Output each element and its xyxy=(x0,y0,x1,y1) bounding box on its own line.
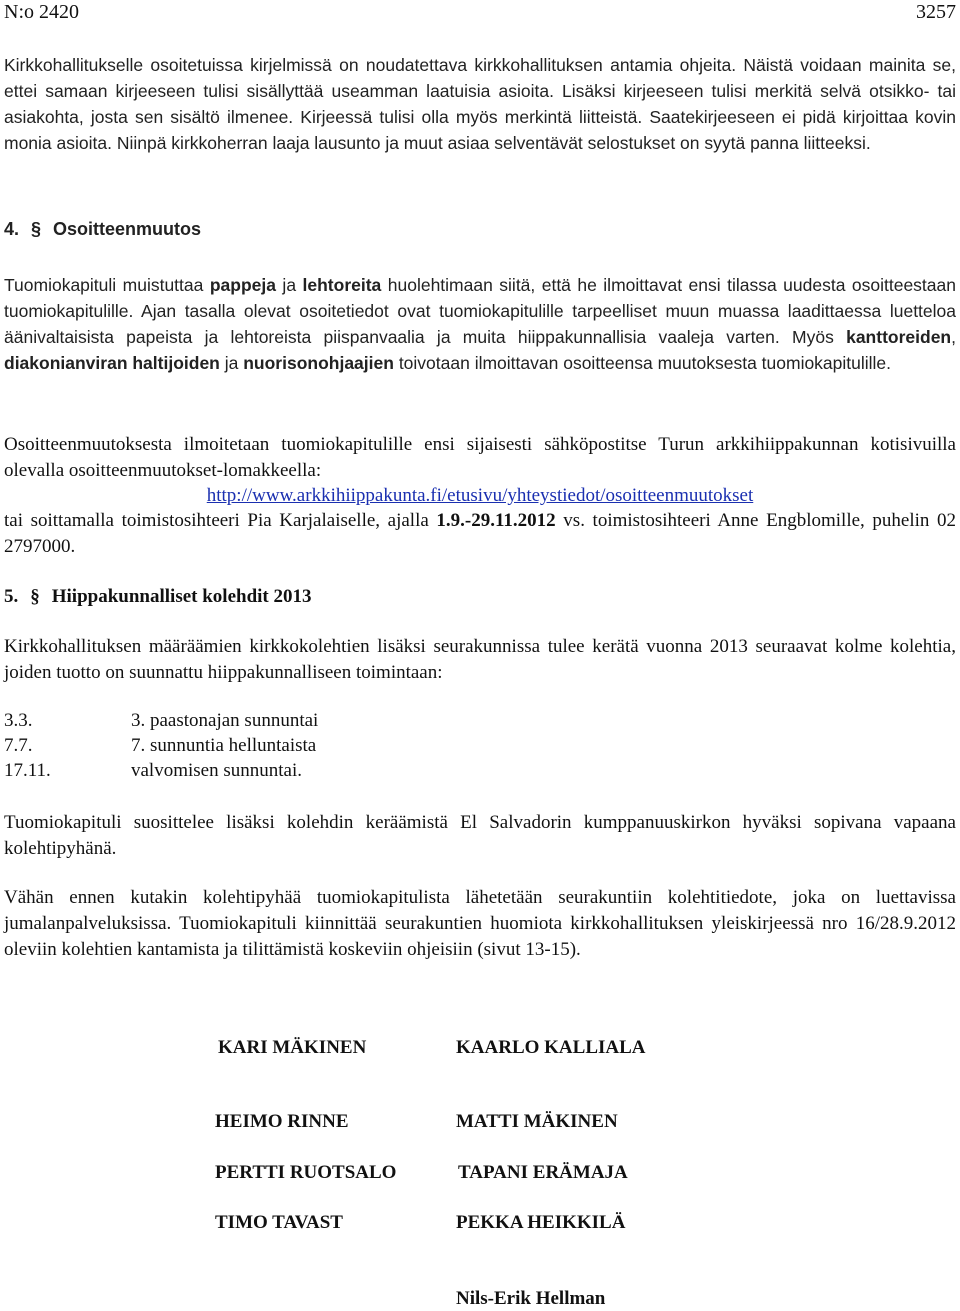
address-change-link[interactable]: http://www.arkkihiippakunta.fi/etusivu/yhteystiedot/osoitteenmuutokset xyxy=(206,485,754,506)
text-run: , xyxy=(951,327,956,347)
text-run: toivotaan ilmoittavan osoitteensa muutoksesta tuomiokapitulille. xyxy=(393,353,892,373)
text-run: Tuomiokapituli muistuttaa xyxy=(4,275,210,295)
signature-name: KAARLO KALLIALA xyxy=(456,1037,646,1058)
intro-paragraph: Kirkkohallitukselle osoitetuissa kirjelmissä on noudatettava kirkkohallituksen antamia ohjeita. Näistä voidaan mainita se, ettei samaan kirjeeseen tulisi sisällyttää useamman laatuisia asioita. Lisäksi kirjeeseen tulisi merkitä selvä otsikko- tai asiakohta, josta sen sisältö ilmenee. Kirjeessä tulisi olla myös merkintä liitteistä. Saatekirjeeseen ei pidä kirjoittaa kovin monia asioita. Niinpä kirkkoherran laaja lausunto ja muut asiaa selventävät selostukset on syytä panna liitteeksi. xyxy=(4,55,956,153)
secretary-signature-name: Nils-Erik Hellman xyxy=(456,1288,606,1309)
text-run: tai soittamalla toimistosihteeri Pia Karjalaiselle, ajalla xyxy=(4,510,437,531)
url-line xyxy=(4,483,956,509)
section-5-paragraph-1: Kirkkohallituksen määräämien kirkkokolehtien lisäksi seurakunnissa tulee kerätä vuonna 2013 seuraavat kolme kolehtia, joiden tuotto on suunnattu hiippakunnalliseen toimintaan: xyxy=(4,636,956,683)
bold-term: nuorisonohjaajien xyxy=(243,353,394,373)
text-run: huolehtimaan siitä, että he ilmoittavat ensi tilassa uudesta osoitteestaan tuomiokapitulille. Ajan tasalla olevat osoitetiedot ovat tuomiokapitulille tarpeelliset muun muassa laadittaessa luetteloa äänivaltaisista papeista ja lehtoreista piispanvaalia ja muita hiippakunnallisia vaaleja varten. Myös xyxy=(4,275,956,347)
list-item xyxy=(4,708,604,733)
section-4-paragraph-2: Osoitteenmuutoksesta ilmoitetaan tuomiokapitulille ensi sijaisesti sähköpostitse Turun arkkihiippakunnan kotisivuilla olevalla osoitteenmuutokset-lomakkeella: xyxy=(4,434,956,481)
section-4-heading xyxy=(4,216,201,242)
page-header xyxy=(4,0,956,28)
collection-date: 7.7. xyxy=(4,735,33,756)
section-5-heading xyxy=(4,584,312,610)
section-number: 4. xyxy=(4,219,20,239)
section-number: 5. xyxy=(4,586,19,607)
collection-name: valvomisen sunnuntai. xyxy=(131,760,302,781)
section-sign: § xyxy=(31,219,42,239)
section-title: Hiippakunnalliset kolehdit 2013 xyxy=(51,586,312,607)
collection-name: 7. sunnuntia helluntaista xyxy=(131,735,317,756)
signature-name: TAPANI ERÄMAJA xyxy=(458,1162,628,1183)
signature-name: HEIMO RINNE xyxy=(215,1111,349,1132)
section-5-paragraph-2: Tuomiokapituli suosittelee lisäksi kolehdin keräämistä El Salvadorin kumppanuuskirkon hyväksi sopivana vapaana kolehtipyhänä. xyxy=(4,812,956,859)
signature-name: KARI MÄKINEN xyxy=(218,1037,367,1058)
collection-date: 3.3. xyxy=(4,710,33,731)
list-item xyxy=(4,733,604,758)
section-5-paragraph-3: Vähän ennen kutakin kolehtipyhää tuomiokapitulista lähetetään seurakuntiin kolehtitiedote, joka on luettavissa jumalanpalveluksissa. Tuomiokapituli kiinnittää seurakuntien huomiota kirkkohallituksen yleiskirjeessä nro 16/28.9.2012 oleviin kolehtien kantamista ja tilittämistä koskeviin ohjeisiin (sivut 13-15). xyxy=(4,887,956,960)
section-4-paragraph-3 xyxy=(4,508,956,560)
text-run: ja xyxy=(219,353,244,373)
section-title: Osoitteenmuutos xyxy=(53,219,202,239)
text-run: ja xyxy=(275,275,303,295)
bold-date-range: 1.9.-29.11.2012 xyxy=(436,510,556,531)
section-sign: § xyxy=(30,586,40,607)
bold-term: pappeja xyxy=(209,275,276,295)
signature-name: PEKKA HEIKKILÄ xyxy=(456,1212,626,1233)
signature-name: PERTTI RUOTSALO xyxy=(215,1162,397,1183)
list-item xyxy=(4,758,604,783)
document-number: N:o 2420 xyxy=(4,1,79,23)
bold-term: lehtoreita xyxy=(302,275,382,295)
section-4-paragraph-1 xyxy=(4,272,956,376)
bold-term: kanttoreiden xyxy=(846,327,952,347)
bold-term: diakonianviran haltijoiden xyxy=(4,353,220,373)
collection-list xyxy=(4,708,604,783)
page-number: 3257 xyxy=(916,1,956,23)
signature-name: MATTI MÄKINEN xyxy=(456,1111,618,1132)
signature-name: TIMO TAVAST xyxy=(215,1212,343,1233)
text-run: vs. toimistosihteeri Anne Engblomille, puhelin 02 2797000. xyxy=(4,510,956,557)
collection-name: 3. paastonajan sunnuntai xyxy=(131,710,319,731)
collection-date: 17.11. xyxy=(4,760,51,781)
